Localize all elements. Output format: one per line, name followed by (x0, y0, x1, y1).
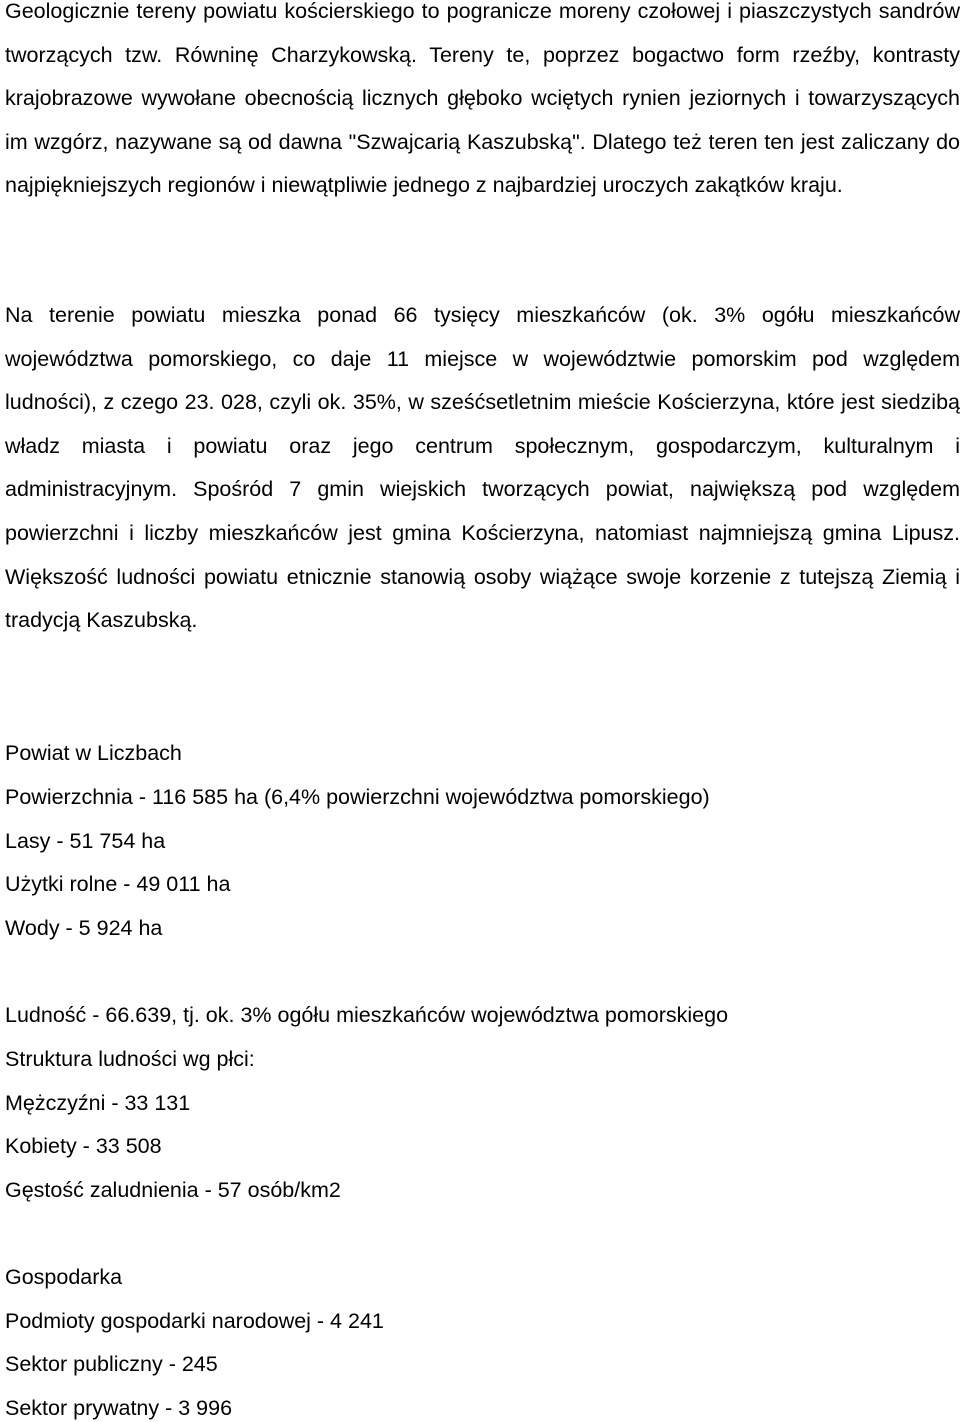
stat-line-structure: Struktura ludności wg płci: (5, 1047, 255, 1071)
stat-line-entities: Podmioty gospodarki narodowej - 4 241 (5, 1309, 384, 1333)
intro-paragraph-1: Geologicznie tereny powiatu kościerskiego to pogranicze moreny czołowej i piaszczystych sandrów tworzących tzw. Równinę Charzykowską. Tereny te, poprzez bogactwo form rzeźby, kontrasty krajobrazowe wywołane obecnością licznych głęboko wciętych rynien jeziornych i towarzyszących im wzgórz, nazywane są od dawna "Szwajcarią Kaszubską". Dlatego też teren ten jest zaliczany do najpiękniejszych regionów i niewątpliwie jednego z najbardziej uroczych zakątków kraju. (5, 0, 960, 198)
stat-line-density: Gęstość zaludnienia - 57 osób/km2 (5, 1178, 341, 1202)
stat-line-water: Wody - 5 924 ha (5, 916, 163, 940)
powiat-heading: Powiat w Liczbach (5, 741, 182, 765)
stat-line-farmland: Użytki rolne - 49 011 ha (5, 872, 231, 896)
intro-paragraph-2: Na terenie powiatu mieszka ponad 66 tysięcy mieszkańców (ok. 3% ogółu mieszkańców województwa pomorskiego, co daje 11 miejsce w województwie pomorskim pod względem ludności), z czego 23. 028, czyli ok. 35%, w sześćsetletnim mieście Kościerzyna, które jest siedzibą władz miasta i powiatu oraz jego centrum społecznym, gospodarczym, kulturalnym i administracyjnym. Spośród 7 gmin wiejskich tworzących powiat, największą pod względem powierzchni i liczby mieszkańców jest gmina Kościerzyna, natomiast najmniejszą gmina Lipusz. Większość ludności powiatu etnicznie stanowią osoby wiążące swoje korzenie z tutejszą Ziemią i tradycją Kaszubską. (5, 303, 960, 633)
stat-line-population: Ludność - 66.639, tj. ok. 3% ogółu mieszkańców województwa pomorskiego (5, 1003, 729, 1027)
stat-line-private-sector: Sektor prywatny - 3 996 (5, 1396, 233, 1420)
gospodarka-heading: Gospodarka (5, 1265, 123, 1289)
document-page (5, 0, 960, 1420)
stat-line-public-sector: Sektor publiczny - 245 (5, 1352, 218, 1376)
stat-line-forests: Lasy - 51 754 ha (5, 829, 166, 853)
stat-line-women: Kobiety - 33 508 (5, 1134, 162, 1158)
stat-line-men: Mężczyźni - 33 131 (5, 1091, 191, 1115)
stat-line-area: Powierzchnia - 116 585 ha (6,4% powierzchni województwa pomorskiego) (5, 785, 710, 809)
